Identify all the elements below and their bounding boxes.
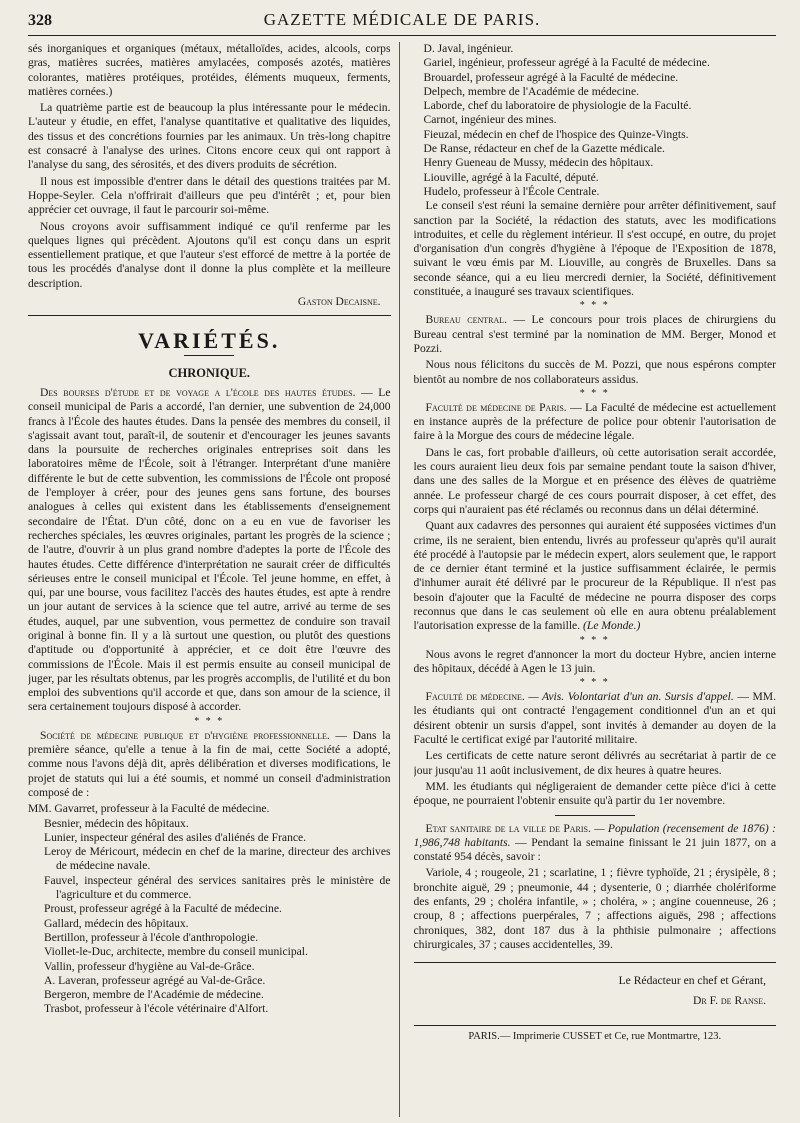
- list-item: Liouville, agrégé à la Faculté, député.: [423, 170, 599, 184]
- paragraph: Nous avons le regret d'annoncer la mort du docteur Hybre, ancien interne des hôpitaux, décédé à Agen le 13 juin.: [413, 647, 776, 675]
- list-item: Bertillon, professeur à l'école d'anthropologie.: [44, 930, 259, 944]
- list-item: Henry Gueneau de Mussy, médecin des hôpitaux.: [423, 156, 654, 170]
- article-lead: Société de médecine publique et d'hygiène professionnelle.: [40, 728, 330, 742]
- printer-imprint: PARIS.— Imprimerie CUSSET et Ce, rue Montmartre, 123.: [414, 1025, 777, 1044]
- mortality-list: Variole, 4 ; rougeole, 21 ; scarlatine, 1 ; fièvre typhoïde, 21 ; érysipèle, 8 ; bronchite aiguë, 29 ; pneumonie, 44 ; dysenterie, 0 ; diarrhée cholériforme des enfants, 29 ; choléra infantile, » ; choléra, » ; angine couenneuse, 26 ; croup, 8 ; affections puerpérales, 7 ; affections aiguës, 298 ; affections chroniques, 382, dont 187 dus à la phthisie pulmonaire ; affections chirurgicales, 37 ; causes accidentelles, 39.: [413, 866, 776, 951]
- article-lead: Etat sanitaire de la ville de Paris.: [425, 821, 591, 835]
- list-item: Laborde, chef du laboratoire de physiologie de la Faculté.: [423, 99, 692, 113]
- article-bourses: [28, 386, 391, 715]
- list-item: D. Javal, ingénieur.: [423, 42, 514, 55]
- article-lead: Des bourses d'étude et de voyage a l'école des hautes études.: [40, 385, 356, 399]
- list-item: Gallard, médecin des hôpitaux.: [44, 916, 189, 930]
- review-signature: Gaston Decaisne.: [297, 296, 381, 309]
- separator-stars: * * *: [579, 387, 610, 399]
- article-volontariat: [414, 690, 777, 747]
- list-item: Hudelo, professeur à l'École Centrale.: [423, 184, 600, 198]
- paragraph: Dans le cas, fort probable d'ailleurs, où cette autorisation serait accordée, les cours auraient lieu deux fois par semaine pendant toute la saison d'hiver, dans une des salles de la Morgue et en présence des élèves de quatrième année. Le professeur chargé de ces cours pourrait disposer, à cet effet, des corps qui n'auraient pas été réclamés ou reconnus dans un délai déterminé.: [413, 445, 776, 516]
- signoff-title: Le Rédacteur en chef et Gérant,: [618, 974, 766, 988]
- right-column: [414, 42, 777, 1117]
- list-item: Carnot, ingénieur des mines.: [423, 113, 557, 127]
- list-item: Viollet-le-Duc, architecte, membre du conseil municipal.: [44, 945, 308, 959]
- paragraph: La quatrième partie est de beaucoup la plus intéressante pour le médecin. L'auteur y étudie, en effet, l'analyse quantitative et qualitative des liquides, des tissus et des concrétions fournies par les animaux. Un très-long chapitre est consacré à l'analyse des urines. Citons encore ceux qui ont rapport à l'analyse du sang, des sérosités, et des divers produits de sécrétion.: [28, 101, 391, 172]
- list-item: Proust, professeur agrégé à la Faculté de médecine.: [44, 902, 282, 916]
- article-etat: [414, 822, 777, 865]
- section-title: VARIÉTÉS.: [138, 328, 281, 354]
- short-divider: [555, 815, 635, 816]
- journal-title: GAZETTE MÉDICALE DE PARIS.: [263, 10, 541, 29]
- paragraph: Il nous est impossible d'entrer dans le détail des questions traitées par M. Hoppe-Seyler. Cela n'offrirait d'ailleurs que peu d'intérêt ; et, pour bien apprécier cet ouvrage, il faut le parcourir soi-même.: [28, 174, 391, 217]
- paragraph: Le conseil s'est réuni la semaine dernière pour arrêter définitivement, sauf sanction par la Société, la rédaction des statuts, avec les modifications introduites, et celle du règlement intérieur. Il s'est occupé, en outre, du projet d'organisation d'un congrès d'hygiène à l'époque de l'Exposition de 1878, suivant le vœu émis par M. Liouville, au congrès de Bruxelles. Dans sa seconde séance, qui a eu lieu mercredi dernier, la Société, définitivement constituée, a inauguré ses travaux scientifiques.: [413, 199, 776, 299]
- article-societe: [28, 729, 391, 800]
- section-divider: [28, 315, 391, 316]
- paragraph-text: Quant aux cadavres des personnes qui auraient été supposées victimes d'un crime, ils ne seraient, bien entendu, livrés au professeur qu'après qu'il aurait été procédé à l'autopsie par le médecin expert, alors seulement que, le rapport de ce dernier étant terminé et la justice suffisamment éclairée, le permis d'inhumer aurait été délivré par le procureur de la République. Il n'est pas besoin d'ajouter que la Faculté de médecine ne pourra disposer des corps reconnus que dans le cas seulement où elle en aura obtenu préalablement l'autorisation expresse de la famille.: [413, 519, 776, 633]
- signoff-name: Dr F. de Ranse.: [692, 994, 766, 1008]
- page-header: [28, 10, 776, 36]
- columns: [28, 42, 776, 1117]
- member-list-continued: [414, 42, 777, 199]
- left-column: [28, 42, 400, 1117]
- member-list: [28, 802, 391, 1016]
- list-item: Besnier, médecin des hôpitaux.: [44, 816, 189, 830]
- separator-stars: * * *: [579, 300, 610, 312]
- list-item: Bergeron, membre de l'Académie de médecine.: [44, 988, 264, 1002]
- article-lead: Bureau central.: [425, 313, 508, 327]
- separator-stars: * * *: [579, 634, 610, 646]
- separator-stars: * * *: [194, 715, 225, 727]
- list-item: De Ranse, rédacteur en chef de la Gazette médicale.: [423, 142, 665, 156]
- paragraph: Nous croyons avoir suffisamment indiqué ce qu'il renferme par les quelques lignes qui précèdent. Ajoutons qu'il est conçu dans un esprit essentiellement pratique, et que l'auteur s'est efforcé de mettre à la portée de tous les procédés d'analyse dont il donne la plus complète et la meilleure description.: [28, 219, 391, 290]
- article-subtitle: — Avis. Volontariat d'un an. Sursis d'appel.: [524, 690, 734, 704]
- list-item: Brouardel, professeur agrégé à la Faculté de médecine.: [423, 70, 679, 84]
- list-item: Fieuzal, médecin en chef de l'hospice des Quinze-Vingts.: [423, 127, 689, 141]
- title-underline: [184, 355, 234, 356]
- paragraph: sés inorganiques et organiques (métaux, métalloïdes, acides, alcools, corps gras, matières sucrées, matières amylacées, composés azotés, matières colorantes, matières protéiques, protéides, éléments muqueux, ferments, matières cornées.): [28, 42, 391, 98]
- article-lead: Faculté de médecine de Paris.: [425, 400, 567, 414]
- article-text: — MM. les étudiants qui ont contracté l'engagement conditionnel d'un an et qui désirent obtenir un sursis d'appel, sont invités à demander au doyen de la Faculté le certificat exigé par l'autorité militaire.: [413, 690, 776, 747]
- article-lead: Faculté de médecine.: [425, 690, 525, 704]
- section-divider: [414, 962, 777, 963]
- page-number: 328: [28, 12, 52, 29]
- list-item: Fauvel, inspecteur général des services sanitaires près le ministère de l'agriculture et du commerce.: [44, 873, 391, 902]
- list-item: Leroy de Méricourt, médecin en chef de la marine, directeur des archives de médecine navale.: [44, 845, 391, 873]
- article-text: — Dans la première séance, qu'elle a tenue à la fin de mai, cette Société a adopté, comme nous l'avons déjà dit, après délibération et diverses modifications, le projet de statuts qui lui a été soumis, et nommé un conseil d'administration composé de :: [28, 728, 391, 799]
- article-text: — Pendant la semaine finissant le 21 juin 1877, on a constaté 954 décès, savoir :: [413, 835, 776, 864]
- list-item: Vallin, professeur d'hygiène au Val-de-Grâce.: [44, 959, 255, 973]
- paragraph: Nous nous félicitons du succès de M. Pozzi, que nous espérons compter bientôt au nombre de nos collaborateurs assidus.: [413, 358, 776, 386]
- article-subtitle: — Population (recensement de 1876) : 1,986,748 habitants.: [413, 821, 776, 849]
- article-faculte: [414, 401, 777, 444]
- list-item: MM. Gavarret, professeur à la Faculté de médecine.: [28, 802, 270, 816]
- paragraph: Les certificats de cette nature seront délivrés au secrétariat à partir de ce jour jusqu'au 11 août inclusivement, de dix heures à quatre heures.: [413, 749, 776, 777]
- article-bureau: [414, 313, 777, 356]
- article-text: — Le conseil municipal de Paris a accordé, l'an dernier, une subvention de 24,000 francs à l'École des hautes études. Dans la pensée des membres du conseil, il s'agissait avant tout, paraît-il, de soutenir et d'encourager les jeunes savants dans la poursuite de recherches originales entreprises soit dans les laboratoires même de l'École, soit à l'étranger. Interprétant d'une manière différente le but de cette subvention, les commissions de l'École ont proposé de l'employer à créer, pour des jeunes gens sans fortune, des bourses analogues à celles qui existent dans les établissements d'enseignement secondaire de l'État. D'un côté, donc on a eu en vue de favoriser les recherches spéciales, les œuvres originales, partant les progrès de la science ; de l'autre, d'ouvrir à un plus grand nombre d'adeptes la porte de l'École des hautes études. Cette différence d'interprétation ne saurait créer de difficultés sérieuses entre le conseil municipal et l'École. Tel jeune homme, en effet, à qui, par une bourse, vous facilitez l'accès des hautes études, est apte à rendre un jour autant de services à la science que tel autre, arrivé au terme de ses études, auquel, par une subvention, vous permettez de conduire son travail original à bonne fin. Il y a là surtout une question, ou plutôt des questions d'aptitude ou d'opportunité à apprécier, et ce doit être l'œuvre des commissions de l'École. Mais il est permis ensuite au conseil municipal de juger, par les résultats obtenus, par les progrès accomplis, de l'utilité et du bon emploi des subventions qu'il accorde et que, dans son amour de la science, il sera certainement toujours disposé à accorder.: [28, 385, 391, 714]
- article-text: — Le concours pour trois places de chirurgiens du Bureau central s'est terminé par la nomination de MM. Berger, Monod et Pozzi.: [413, 313, 776, 355]
- paragraph: [414, 519, 777, 633]
- editor-signoff: [414, 971, 767, 1011]
- list-item: Gariel, ingénieur, professeur agrégé à la Faculté de médecine.: [423, 56, 710, 70]
- source-citation: (Le Monde.): [583, 619, 641, 633]
- separator-stars: * * *: [579, 677, 610, 689]
- article-text: — La Faculté de médecine est actuellement en instance auprès de la préfecture de police pour obtenir l'autorisation de faire à la Morgue des cours de médecine légale.: [413, 400, 776, 443]
- list-item: Lunier, inspecteur général des asiles d'aliénés de France.: [44, 830, 307, 844]
- list-item: A. Laveran, professeur agrégé au Val-de-Grâce.: [44, 973, 266, 987]
- paragraph: MM. les étudiants qui négligeraient de demander cette pièce d'ici à cette époque, ne pourraient l'obtenir ensuite qu'à partir du 1er novembre.: [413, 779, 776, 808]
- list-item: Trasbot, professeur à l'école vétérinaire d'Alfort.: [44, 1002, 269, 1016]
- list-item: Delpech, membre de l'Académie de médecine.: [423, 84, 640, 98]
- chronique-title: CHRONIQUE.: [168, 365, 251, 380]
